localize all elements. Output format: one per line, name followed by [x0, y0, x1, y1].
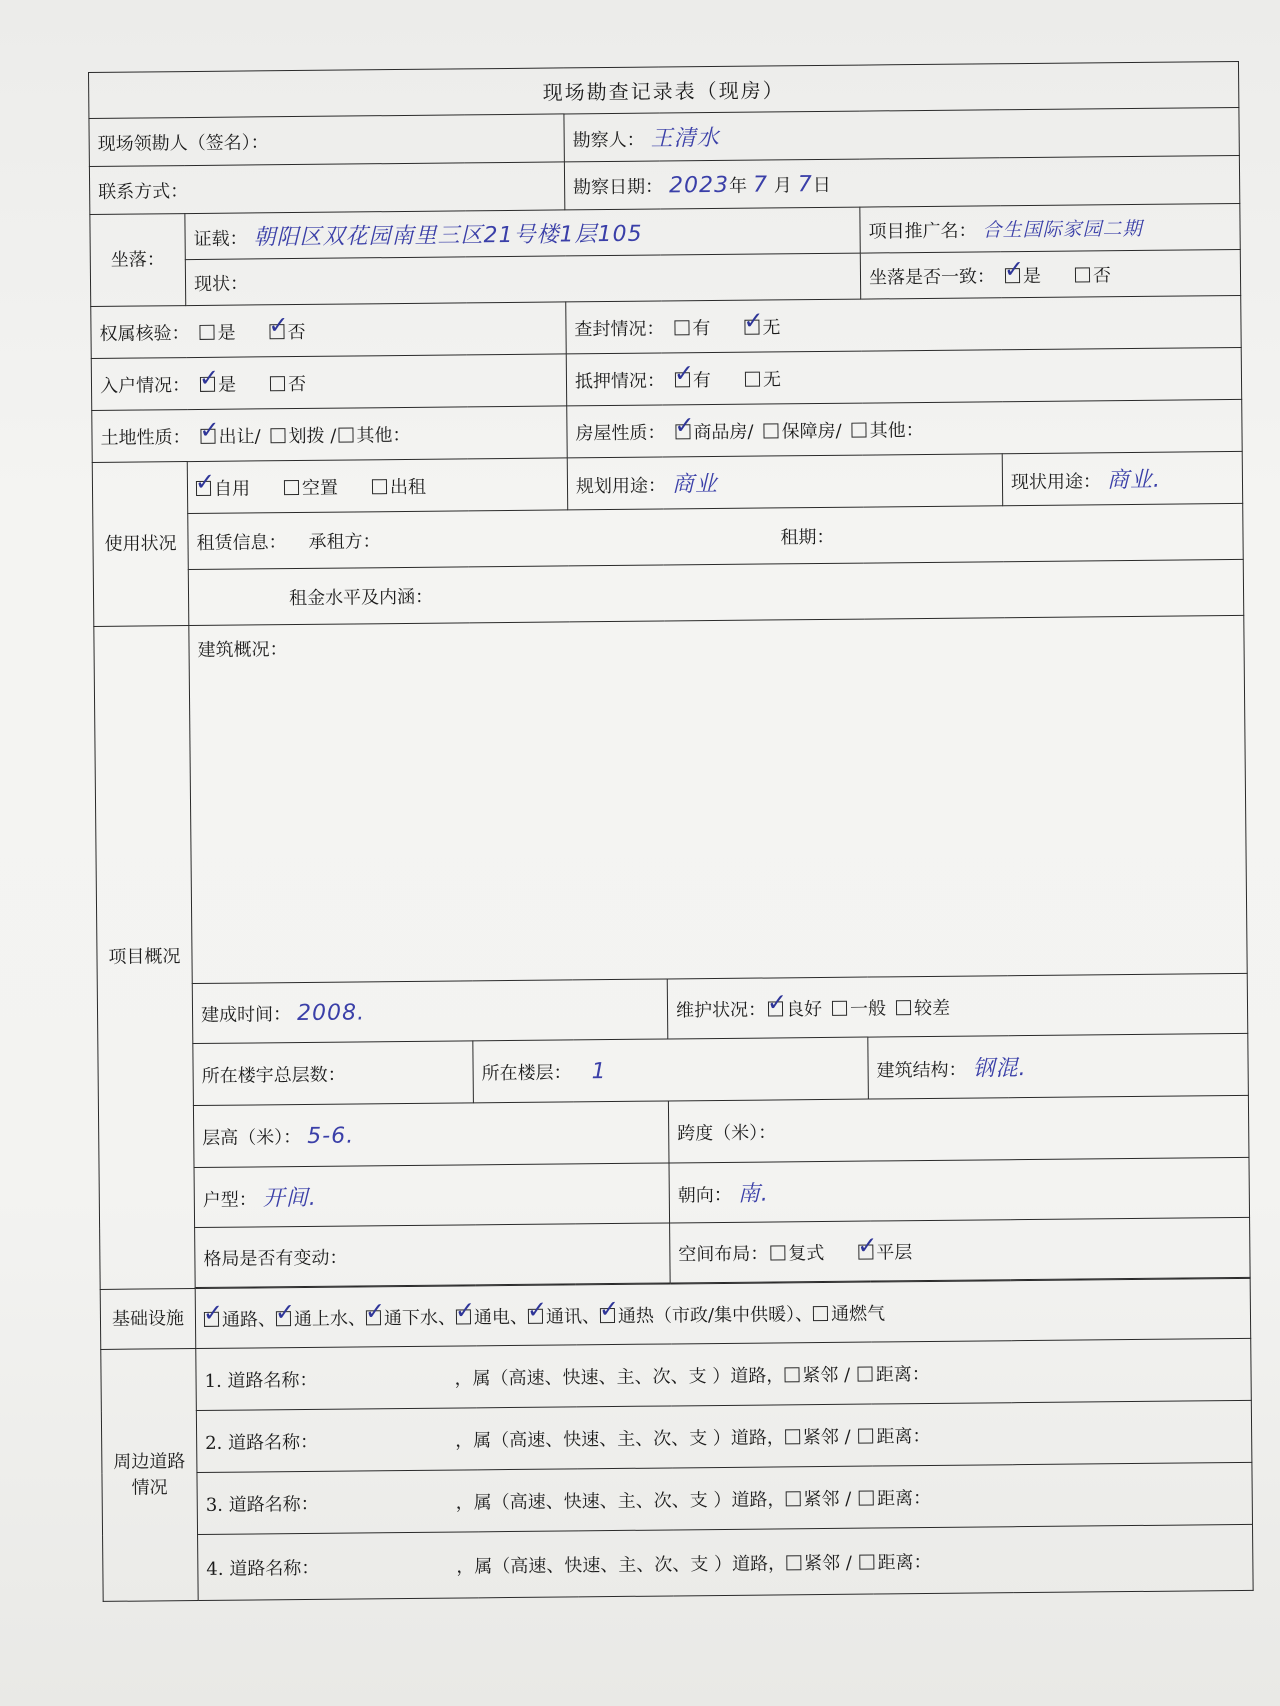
consistent-no-label: 否 [1092, 264, 1112, 286]
road-distance-label: 距离： [876, 1487, 932, 1509]
contact-cell[interactable] [89, 162, 564, 215]
location-label: 坐落： [90, 214, 186, 307]
ownership-label: 权属核验： [99, 322, 190, 345]
road-adjacent-checkbox[interactable] [786, 1555, 801, 1570]
land-label: 土地性质： [100, 426, 191, 449]
seal-label: 查封情况： [574, 317, 665, 340]
floor-value: 1 [591, 1058, 607, 1084]
project-label: 项目概况 [94, 626, 195, 1290]
survey-form [88, 61, 1253, 1602]
road-separator: / [843, 1364, 851, 1386]
lease-term-label: 租期： [780, 526, 835, 548]
house-commercial-label: 商品房/ [693, 421, 754, 443]
land-cell [92, 406, 567, 463]
orientation-cell[interactable] [669, 1157, 1250, 1223]
seal-none-label: 无 [762, 316, 781, 339]
roads-label: 周边道路情况 [101, 1349, 198, 1602]
usage-self-checkbox[interactable] [196, 480, 211, 495]
land-transfer-label: 出让/ [218, 425, 261, 448]
consistent-cell [860, 249, 1240, 299]
road-adjacent-checkbox[interactable] [785, 1429, 800, 1444]
road-class-text: ，属（高速、快速、主、次、支 ）道路， [456, 1552, 787, 1578]
ownership-yes-checkbox[interactable] [199, 324, 214, 339]
cert-label: 证载： [193, 228, 248, 250]
road-class-text: ，属（高速、快速、主、次、支 ）道路， [454, 1364, 785, 1390]
date-label: 勘察日期： [573, 175, 664, 198]
space-flat-checkbox[interactable] [858, 1244, 873, 1259]
rent-cell[interactable] [188, 559, 1243, 625]
orientation-value: 南. [737, 1181, 769, 1207]
house-other-checkbox[interactable] [852, 422, 867, 437]
day-char: 日 [812, 174, 831, 196]
infra-drainage-label: 通下水、 [383, 1307, 457, 1329]
plan-use-label: 规划用途： [575, 475, 667, 498]
infra-drainage-checkbox[interactable] [366, 1310, 381, 1325]
lease-label: 租赁信息： [196, 531, 287, 554]
floor-label: 所在楼层： [481, 1061, 572, 1084]
status-cell[interactable] [185, 253, 860, 305]
date-cell[interactable] [564, 155, 1239, 209]
mortgage-have-label: 有 [692, 369, 712, 391]
space-layout-cell [670, 1217, 1251, 1283]
usage-vacant-checkbox[interactable] [284, 479, 299, 494]
cert-cell[interactable] [185, 207, 860, 259]
road-row [197, 1462, 1253, 1534]
house-cell [567, 399, 1242, 457]
consistent-no-checkbox[interactable] [1075, 267, 1090, 282]
maintenance-normal-checkbox[interactable] [832, 1000, 847, 1015]
built-time-value: 2008. [296, 999, 366, 1026]
road-adjacent-label: 紧邻 [802, 1364, 839, 1386]
lessee-label: 承租方： [308, 530, 381, 553]
house-affordable-checkbox[interactable] [763, 423, 778, 438]
span-cell[interactable] [668, 1095, 1249, 1163]
road-adjacent-checkbox[interactable] [784, 1367, 799, 1382]
floor-height-cell[interactable] [193, 1101, 669, 1168]
road-separator: / [845, 1552, 852, 1574]
infra-gas-checkbox[interactable] [813, 1305, 828, 1320]
built-time-cell[interactable] [192, 979, 668, 1044]
usage-rent-checkbox[interactable] [372, 479, 387, 494]
land-separator: / [330, 425, 337, 447]
surveyor-cell[interactable] [564, 107, 1239, 161]
rent-label: 租金水平及内涵： [288, 586, 434, 609]
road-distance-checkbox[interactable] [858, 1366, 873, 1381]
layout-change-cell[interactable] [195, 1223, 671, 1288]
household-yes-checkbox[interactable] [200, 376, 215, 391]
space-duplex-label: 复式 [788, 1242, 825, 1264]
infra-telecom-label: 通讯、 [545, 1305, 601, 1328]
road-adjacent-label: 紧邻 [803, 1488, 840, 1510]
surveyor-label: 勘察人： [572, 129, 645, 152]
road-class-text: ，属（高速、快速、主、次、支 ）道路， [455, 1488, 786, 1514]
maintenance-normal-label: 一般 [849, 997, 887, 1020]
current-use-label: 现状用途： [1010, 471, 1102, 494]
infra-power-checkbox[interactable] [456, 1309, 471, 1324]
seal-have-label: 有 [692, 317, 711, 339]
house-label: 房屋性质： [575, 421, 666, 444]
promo-value: 合生国际家园二期 [982, 217, 1143, 242]
road-name-label: 4. 道路名称： [206, 1557, 320, 1580]
leader-cell[interactable] [89, 114, 564, 167]
space-layout-label: 空间布局： [678, 1243, 769, 1265]
contact-label: 联系方式： [98, 180, 189, 203]
structure-label: 建筑结构： [876, 1059, 967, 1082]
ownership-yes-label: 是 [217, 322, 236, 344]
date-month: 7 [752, 171, 769, 198]
land-other-label: 其他： [356, 424, 411, 446]
consistent-yes-label: 是 [1022, 265, 1042, 287]
built-time-label: 建成时间： [200, 1003, 292, 1026]
road-row [196, 1338, 1252, 1410]
span-label: 跨度（米）： [677, 1121, 777, 1144]
usage-rent-label: 出租 [389, 476, 427, 498]
layout-change-label: 格局是否有变动： [203, 1247, 348, 1270]
household-label: 入户情况： [99, 374, 191, 397]
mortgage-none-label: 无 [762, 368, 782, 391]
household-cell [91, 354, 566, 411]
floor-cell[interactable] [473, 1037, 869, 1103]
structure-cell[interactable] [868, 1033, 1249, 1099]
infrastructure-label: 基础设施 [100, 1289, 196, 1350]
infra-gas-label: 通燃气 [830, 1302, 886, 1325]
road-distance-checkbox[interactable] [858, 1428, 873, 1443]
usage-label: 使用状况 [92, 462, 189, 627]
usage-vacant-label: 空置 [301, 477, 339, 499]
road-name-label: 1. 道路名称： [204, 1369, 318, 1392]
road-separator: / [845, 1488, 852, 1510]
infra-heating-label: 通热（市政/集中供暖）、 [617, 1303, 814, 1327]
form-title: 现场勘查记录表（现房） [89, 61, 1239, 118]
month-char: 月 [773, 174, 792, 196]
maintenance-poor-label: 较差 [913, 997, 951, 1019]
infra-water-supply-label: 通上水、 [293, 1307, 367, 1330]
road-class-text: ，属（高速、快速、主、次、支 ）道路， [455, 1426, 785, 1452]
consistent-label: 坐落是否一致： [868, 265, 996, 289]
infra-road-label: 通路、 [221, 1308, 277, 1331]
road-distance-label: 距离： [875, 1363, 930, 1385]
date-year: 2023 [668, 172, 730, 198]
leader-label: 现场领勘人（签名）： [97, 131, 269, 155]
road-distance-checkbox[interactable] [860, 1554, 875, 1569]
mortgage-label: 抵押情况： [574, 369, 666, 392]
ownership-no-label: 否 [287, 321, 306, 343]
infrastructure-cell [195, 1278, 1251, 1348]
total-floors-label: 所在楼宇总层数： [201, 1064, 346, 1087]
seal-have-checkbox[interactable] [674, 320, 689, 335]
house-affordable-label: 保障房/ [781, 420, 842, 442]
infra-heating-checkbox[interactable] [600, 1307, 615, 1322]
usage-options-cell [187, 458, 567, 514]
land-allocate-label: 划拨 [288, 425, 325, 447]
promo-cell[interactable] [860, 203, 1240, 253]
plan-use-cell[interactable] [567, 454, 1002, 510]
road-adjacent-label: 紧邻 [802, 1426, 839, 1448]
unit-type-value: 开间. [262, 1185, 317, 1212]
road-row [196, 1400, 1252, 1472]
usage-self-label: 自用 [213, 477, 251, 500]
seal-none-checkbox[interactable] [744, 319, 759, 334]
house-other-label: 其他： [869, 419, 924, 442]
status-label: 现状： [193, 272, 249, 295]
structure-value: 钢混. [972, 1056, 1027, 1082]
ownership-no-checkbox[interactable] [269, 324, 284, 339]
maintenance-poor-checkbox[interactable] [896, 1000, 911, 1015]
land-transfer-checkbox[interactable] [200, 428, 215, 443]
house-commercial-checkbox[interactable] [675, 424, 690, 439]
household-yes-label: 是 [217, 374, 237, 396]
floor-height-value: 5-6. [307, 1122, 355, 1149]
infra-road-checkbox[interactable] [204, 1311, 219, 1326]
orientation-label: 朝向： [677, 1184, 732, 1207]
road-name-label: 3. 道路名称： [205, 1493, 319, 1516]
mortgage-none-checkbox[interactable] [745, 371, 760, 386]
unit-type-label: 户型： [202, 1189, 257, 1211]
building-overview-label: 建筑概况： [197, 639, 288, 661]
infra-water-supply-checkbox[interactable] [276, 1311, 291, 1326]
road-adjacent-label: 紧邻 [803, 1552, 841, 1574]
maintenance-cell [667, 973, 1248, 1039]
infra-telecom-checkbox[interactable] [528, 1308, 543, 1323]
road-distance-checkbox[interactable] [859, 1490, 874, 1505]
mortgage-cell [566, 347, 1241, 405]
road-separator: / [844, 1426, 851, 1448]
road-name-label: 2. 道路名称： [205, 1431, 319, 1454]
ownership-cell [91, 302, 566, 359]
consistent-yes-checkbox[interactable] [1005, 268, 1020, 283]
current-use-cell[interactable] [1002, 451, 1242, 505]
seal-cell [566, 295, 1241, 353]
road-adjacent-checkbox[interactable] [785, 1491, 800, 1506]
current-use-value: 商业. [1106, 467, 1162, 494]
maintenance-good-label: 良好 [785, 998, 823, 1020]
building-overview-cell[interactable] [189, 615, 1247, 983]
land-other-checkbox[interactable] [338, 427, 353, 442]
infra-power-label: 通电、 [473, 1306, 529, 1328]
road-distance-label: 距离： [877, 1551, 932, 1573]
maintenance-label: 维护状况： [675, 999, 767, 1021]
space-flat-label: 平层 [876, 1241, 913, 1263]
plan-use-value: 商业 [671, 471, 719, 498]
year-char: 年 [729, 175, 748, 197]
land-allocate-checkbox[interactable] [271, 428, 286, 443]
total-floors-cell[interactable] [193, 1041, 474, 1106]
floor-height-label: 层高（米）： [202, 1126, 302, 1149]
lease-cell[interactable] [188, 503, 1243, 569]
unit-type-cell[interactable] [194, 1163, 670, 1228]
space-duplex-checkbox[interactable] [770, 1245, 785, 1260]
road-row [198, 1524, 1254, 1600]
household-no-checkbox[interactable] [270, 376, 285, 391]
promo-label: 项目推广名： [868, 220, 977, 243]
household-no-label: 否 [287, 373, 307, 395]
road-distance-label: 距离： [876, 1425, 931, 1447]
surveyor-signature: 王清水 [650, 125, 720, 152]
mortgage-have-checkbox[interactable] [675, 372, 690, 387]
maintenance-good-checkbox[interactable] [768, 1001, 783, 1016]
date-day: 7 [797, 171, 813, 197]
cert-address: 朝阳区双花园南里三区21号楼1层105 [253, 221, 643, 251]
